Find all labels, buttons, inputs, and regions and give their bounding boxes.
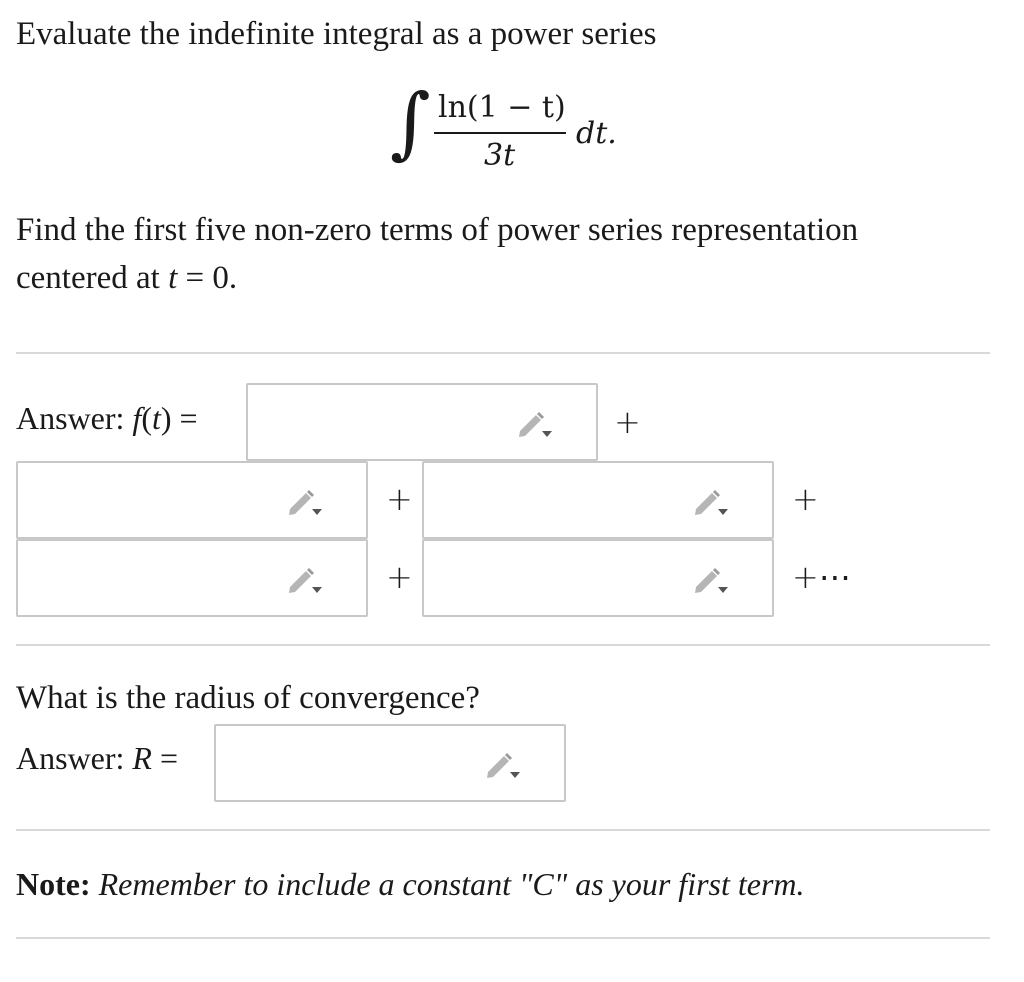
pencil-dropdown-icon bbox=[286, 487, 324, 517]
note-label: Note: bbox=[16, 866, 91, 902]
pencil-dropdown-icon bbox=[484, 750, 522, 780]
radius-prefix: Answer: bbox=[16, 740, 133, 776]
answer-open: ( bbox=[141, 400, 152, 436]
integral-differential: dt. bbox=[576, 116, 617, 151]
integral-symbol: ∫ bbox=[390, 78, 431, 168]
pencil-dropdown-icon bbox=[286, 565, 324, 595]
pencil-dropdown-icon bbox=[692, 565, 730, 595]
pencil-dropdown-icon bbox=[516, 409, 554, 439]
radius-question: What is the radius of convergence? bbox=[16, 680, 480, 716]
divider bbox=[16, 644, 990, 646]
instruction-line-2 bbox=[16, 254, 237, 302]
plus-sign: + bbox=[386, 558, 413, 596]
plus-sign: + bbox=[792, 480, 819, 518]
term-5-input[interactable] bbox=[422, 539, 774, 617]
answer-f-label bbox=[16, 400, 198, 437]
divider bbox=[16, 937, 990, 939]
note bbox=[16, 866, 805, 903]
answer-close: ) = bbox=[160, 400, 198, 436]
answer-prefix: Answer: bbox=[16, 400, 133, 436]
term-3-input[interactable] bbox=[422, 461, 774, 539]
radius-input[interactable] bbox=[214, 724, 566, 802]
term-1-input[interactable] bbox=[246, 383, 598, 461]
divider bbox=[16, 352, 990, 354]
note-text: Remember to include a constant "C" as your first term. bbox=[90, 866, 805, 902]
instruction-var: t bbox=[168, 260, 178, 296]
instruction-prefix: centered at bbox=[16, 260, 169, 296]
question-intro: Evaluate the indefinite integral as a power series bbox=[16, 16, 657, 52]
instruction-line-1: Find the first five non-zero terms of power series representation bbox=[16, 212, 859, 248]
integral-denominator: 3t bbox=[484, 138, 516, 173]
radius-eq: = bbox=[151, 740, 179, 776]
radius-label bbox=[16, 740, 178, 777]
radius-var: R bbox=[132, 740, 152, 776]
fraction-bar bbox=[434, 132, 566, 134]
answer-func: f bbox=[132, 400, 142, 436]
plus-ellipsis: +⋯ bbox=[792, 558, 851, 596]
plus-sign: + bbox=[614, 403, 641, 441]
divider bbox=[16, 829, 990, 831]
answer-var: t bbox=[151, 400, 161, 436]
pencil-dropdown-icon bbox=[692, 487, 730, 517]
term-4-input[interactable] bbox=[16, 539, 368, 617]
plus-sign: + bbox=[386, 480, 413, 518]
instruction-suffix: = 0. bbox=[177, 260, 238, 296]
integral-numerator: ln(1 − t) bbox=[438, 90, 566, 125]
term-2-input[interactable] bbox=[16, 461, 368, 539]
